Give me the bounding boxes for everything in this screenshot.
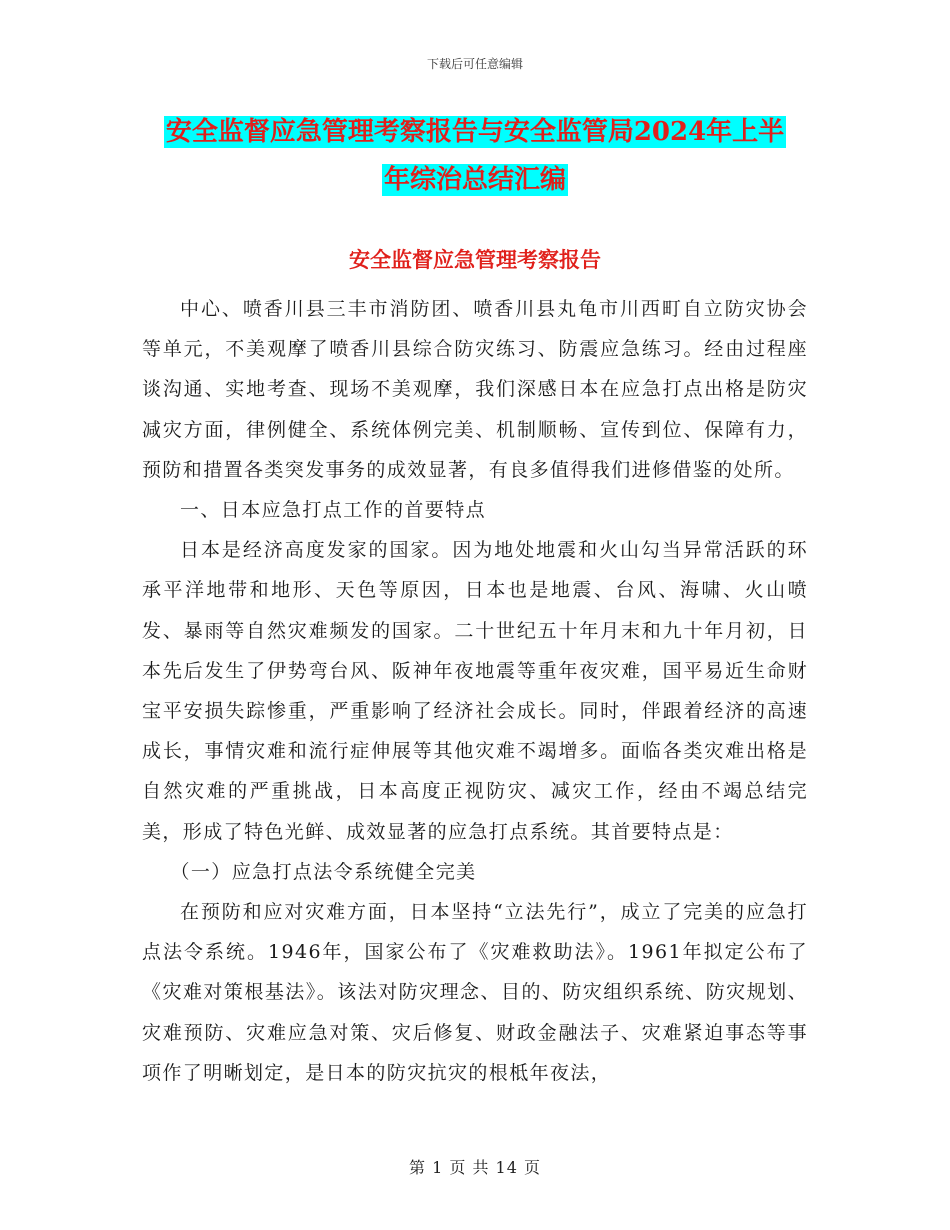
- paragraph: 日本是经济高度发家的国家。因为地处地震和火山勾当异常活跃的环承平洋地带和地形、天色等原因，日本也是地震、台风、海啸、火山喷发、暴雨等自然灾难频发的国家。二十世纪五十年月末和九十年月初，日本先后发生了伊势弯台风、阪神年夜地震等重年夜灾难，国平易近生命财宝平安损失踪惨重，严重影响了经济社会成长。同时，伴跟着经济的高速成长，事情灾难和流行症伸展等其他灾难不竭增多。面临各类灾难出格是自然灾难的严重挑战，日本高度正视防灾、减灾工作，经由不竭总结完美，形成了特色光鲜、成效显著的应急打点系统。其首要特点是：: [142, 539, 808, 843]
- document-title-line-2: 年综治总结汇编: [383, 165, 566, 195]
- header-note: 下载后可任意编辑: [426, 57, 523, 71]
- paragraph: 在预防和应对灾难方面，日本坚持“立法先行”，成立了完美的应急打点法令系统。1946年，国家公布了《灾难救助法》。1961年拟定公布了《灾难对策根基法》。该法对防灾理念、目的、防灾组织系统、防灾规划、灾难预防、灾难应急对策、灾后修复、财政金融法子、灾难紧迫事态等事项作了明晰划定，是日本的防灾抗灾的根柢年夜法，: [142, 901, 808, 1084]
- section-title: 安全监督应急管理考察报告: [349, 247, 601, 272]
- document-title-line-1: 安全监督应急管理考察报告与安全监管局2024年上半: [165, 117, 785, 147]
- total-pages: 14: [495, 1158, 518, 1177]
- paragraph: 中心、喷香川县三丰市消防团、喷香川县丸龟市川西町自立防灾协会等单元，不美观摩了喷香川县综合防灾练习、防震应急练习。经由过程座谈沟通、实地考查、现场不美观摩，我们深感日本在应急打点出格是防灾减灾方面，律例健全、系统体例完美、机制顺畅、宣传到位、保障有力，预防和措置各类突发事务的成效显著，有良多值得我们进修借鉴的处所。: [142, 298, 808, 481]
- page-number: 1: [432, 1158, 444, 1177]
- heading-level-2: （一）应急打点法令系统健全完美: [170, 860, 477, 883]
- body-text: [142, 289, 808, 1093]
- footer-middle: 页 共: [449, 1158, 490, 1177]
- footer-prefix: 第: [408, 1158, 426, 1177]
- page-footer: [0, 1155, 950, 1178]
- heading-level-1: 一、日本应急打点工作的首要特点: [180, 499, 487, 522]
- document-title: [140, 108, 810, 204]
- footer-suffix: 页: [524, 1158, 542, 1177]
